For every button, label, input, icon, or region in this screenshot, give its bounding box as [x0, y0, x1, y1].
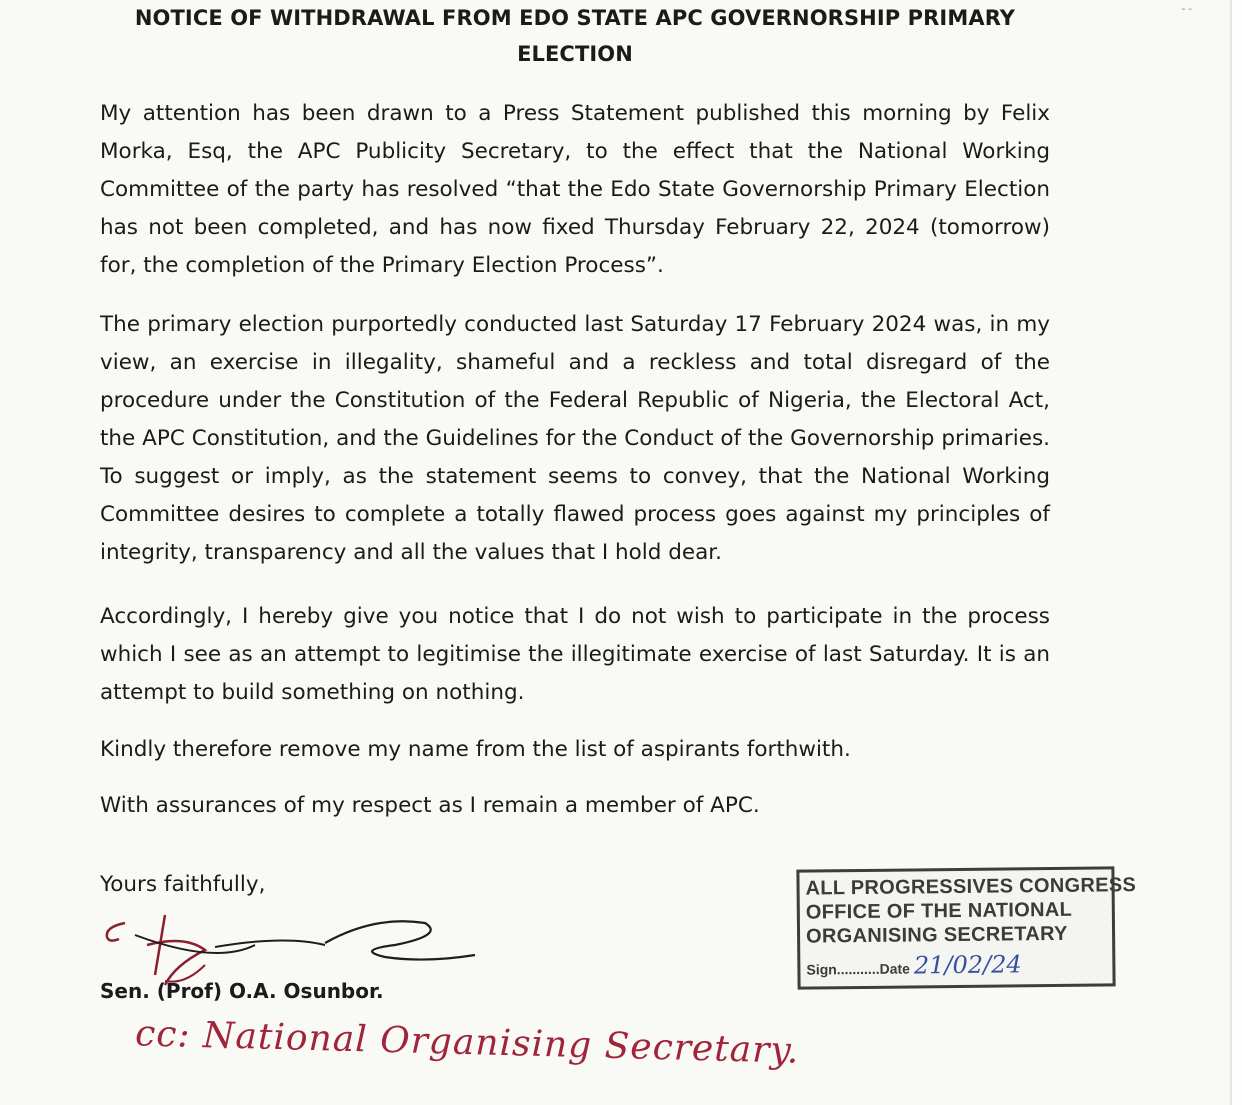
title-line-1: NOTICE OF WITHDRAWAL FROM EDO STATE APC GOVERNORSHIP PRIMARY [134, 6, 1016, 30]
paragraph-3: Accordingly, I hereby give you notice that I do not wish to participate in the process which I see as an attempt to legitimise the illegitimate exercise of last Saturday. It is an attempt to build something on nothing. [100, 604, 1050, 705]
stamp-line-3: ORGANISING SECRETARY [805, 922, 1068, 948]
handwritten-cc-note: cc: National Organising Secretary. [134, 1013, 800, 1072]
document-title [100, 0, 1050, 72]
corner-mark: - - [1181, 4, 1192, 15]
stamp-date-value: 21/02/24 [913, 950, 1022, 980]
stamp-line-1: ALL PROGRESSIVES CONGRESS [805, 874, 1137, 900]
paragraph-2: The primary election purportedly conducted last Saturday 17 February 2024 was, in my view, an exercise in illegality, shameful and a reckless and total disregard of the procedure under the Constitution of the Federal Republic of Nigeria, the Electoral Act, the APC Constitution, and the Guidelines for the Conduct of the Governorship primaries. To suggest or imply, as the statement seems to convey, that the National Working Committee desires to complete a totally flawed process goes against my principles of integrity, transparency and all the values that I hold dear. [100, 312, 1050, 565]
stamp-line-2: OFFICE OF THE NATIONAL [805, 898, 1073, 924]
paragraph-1: My attention has been drawn to a Press Statement published this morning by Felix Morka, Esq, the APC Publicity Secretary, to the effect that the National Working Committee of the party has resolved “that the Edo State Governorship Primary Election has not been completed, and has now fixed Thursday February 22, 2024 (tomorrow) for, the completion of the Primary Election Process”. [100, 101, 1050, 278]
closing-salutation: Yours faithfully, [100, 872, 266, 897]
stamp-date-label: ..Date [871, 960, 910, 977]
office-stamp [796, 866, 1137, 989]
stamp-sign-label: Sign......... [806, 960, 872, 978]
paragraph-5: With assurances of my respect as I remain a member of APC. [100, 793, 760, 818]
page-edge [1232, 0, 1242, 1105]
paragraph-4: Kindly therefore remove my name from the list of aspirants forthwith. [100, 737, 851, 762]
title-line-2: ELECTION [517, 42, 633, 66]
signatory-name: Sen. (Prof) O.A. Osunbor. [100, 979, 384, 1003]
stamp-sign-date-row [806, 949, 1106, 980]
